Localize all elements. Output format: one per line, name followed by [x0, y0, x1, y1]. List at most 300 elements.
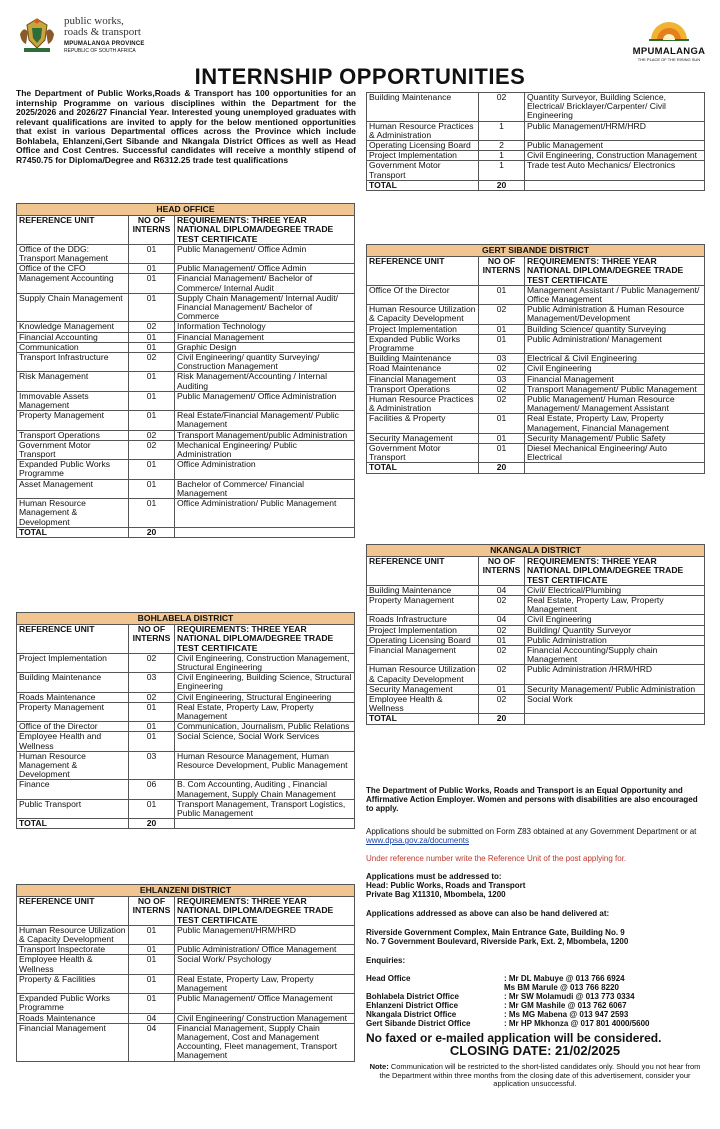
page-title: INTERNSHIP OPPORTUNITIES: [194, 64, 526, 89]
table-row: [367, 615, 705, 625]
table-row: [17, 692, 355, 702]
reference-unit-cell: Property & Facilities: [17, 974, 129, 993]
table-row: [17, 440, 355, 459]
table-row: [367, 151, 705, 161]
table-row: [17, 460, 355, 479]
reference-unit-cell: Project Implementation: [367, 324, 479, 334]
reference-unit-cell: Human Resource Management & Development: [17, 751, 129, 780]
reference-unit-cell: Financial Accounting: [17, 332, 129, 342]
requirements-cell: Civil Engineering, Structural Engineering: [175, 692, 355, 702]
enquiry-row: [366, 1010, 704, 1019]
total-row: [367, 463, 705, 473]
reference-unit-cell: Human Resource Management & Development: [17, 499, 129, 528]
requirements-cell: Mechanical Engineering/ Public Administration: [175, 440, 355, 459]
table-row: [17, 702, 355, 721]
district-title-row: [367, 545, 705, 557]
total-label: TOTAL: [367, 714, 479, 724]
interns-count-cell: 03: [479, 374, 525, 384]
hand-delivery-line-1: Riverside Government Complex, Main Entrance Gate, Building No. 9: [366, 928, 625, 937]
interns-count-cell: 02: [479, 384, 525, 394]
reference-unit-cell: Operating Licensing Board: [367, 635, 479, 645]
table-row: [367, 121, 705, 140]
requirements-cell: Public Management/HRM/HRD: [525, 121, 705, 140]
requirements-cell: Graphic Design: [175, 342, 355, 352]
table-row: [367, 384, 705, 394]
reference-unit-cell: Roads Maintenance: [17, 1013, 129, 1023]
interns-count-cell: 03: [129, 751, 175, 780]
table-row: [367, 305, 705, 324]
total-row: [367, 180, 705, 190]
table-row: [367, 695, 705, 714]
interns-count-cell: 1: [479, 121, 525, 140]
interns-count-cell: 01: [129, 411, 175, 430]
table-row: [367, 635, 705, 645]
column-header-row: [367, 257, 705, 286]
reference-unit-cell: Human Resource Utilization & Capacity Development: [367, 305, 479, 324]
table-row: [367, 625, 705, 635]
requirements-cell: Financial Accounting/Supply chain Management: [525, 646, 705, 665]
requirements-cell: Public Management: [525, 141, 705, 151]
note-text: Communication will be restricted to the short-listed candidates only. Should you not hear from the Department within three months from the closing date of this advertisement, consider your application unsuccessful.: [379, 1062, 701, 1088]
closing-date: CLOSING DATE: 21/02/2025: [449, 1043, 621, 1058]
reference-unit-cell: Financial Management: [17, 1023, 129, 1061]
interns-count-cell: 01: [129, 342, 175, 352]
reference-unit-cell: Project Implementation: [367, 625, 479, 635]
table-row: [17, 751, 355, 780]
reference-unit-cell: Human Resource Utilization & Capacity Development: [367, 665, 479, 684]
interns-count-cell: 01: [129, 974, 175, 993]
enquiry-row: [366, 983, 704, 992]
district-title: EHLANZENI DISTRICT: [17, 885, 355, 897]
requirements-cell: Information Technology: [175, 322, 355, 332]
table-row: [367, 161, 705, 180]
reference-unit-cell: Building Maintenance: [367, 585, 479, 595]
table-row: [17, 653, 355, 672]
reference-unit-cell: Employee Health & Wellness: [367, 695, 479, 714]
province-logo: [628, 20, 710, 62]
interns-count-cell: 02: [479, 596, 525, 615]
interns-count-cell: 01: [129, 945, 175, 955]
head-office-table: [16, 203, 355, 538]
table-row: [367, 665, 705, 684]
requirements-cell: Public Administration/ Management: [525, 334, 705, 353]
interns-count-cell: 01: [129, 372, 175, 391]
requirements-cell: Financial Management, Supply Chain Management, Cost and Management Accounting, Fleet management, Transport Management: [175, 1023, 355, 1061]
requirements-cell: Real Estate, Property Law, Property Management: [525, 596, 705, 615]
department-name: [64, 16, 145, 54]
reference-unit-cell: Security Management: [367, 433, 479, 443]
address-line-2: Private Bag X11310, Mbombela, 1200: [366, 890, 506, 899]
interns-count-cell: 01: [129, 479, 175, 498]
requirements-cell: Public Management/ Office Management: [175, 994, 355, 1013]
requirements-cell: Public Administration /HRM/HRD: [525, 665, 705, 684]
reference-unit-cell: Office of the DDG: Transport Management: [17, 244, 129, 263]
table-row: [17, 264, 355, 274]
table-row: [17, 955, 355, 974]
interns-count-header: NO OF INTERNS: [479, 557, 525, 586]
reference-unit-cell: Knowledge Management: [17, 322, 129, 332]
interns-count-cell: 01: [479, 433, 525, 443]
interns-count-cell: 04: [129, 1023, 175, 1061]
requirements-cell: Transport Management/ Public Management: [525, 384, 705, 394]
total-spacer: [525, 180, 705, 190]
enquiry-contact: : Mr GM Mashile @ 013 762 6067: [504, 1001, 627, 1010]
reference-unit-cell: Roads Infrastructure: [367, 615, 479, 625]
table-row: [17, 732, 355, 751]
table-row: [17, 1023, 355, 1061]
total-label: TOTAL: [367, 463, 479, 473]
gert-sibande-table: [366, 244, 705, 474]
reference-unit-cell: Project Implementation: [17, 653, 129, 672]
interns-count-cell: 02: [129, 353, 175, 372]
reference-unit-cell: Security Management: [367, 684, 479, 694]
interns-count-cell: 01: [479, 684, 525, 694]
enquiry-row: [366, 974, 704, 983]
reference-unit-cell: Transport Operations: [17, 430, 129, 440]
requirements-header: REQUIREMENTS: THREE YEAR NATIONAL DIPLOMA/DEGREE TRADE TEST CERTIFICATE: [175, 625, 355, 654]
enquiry-office: Nkangala District Office: [366, 1010, 457, 1019]
column-header-row: [17, 216, 355, 245]
district-title: BOHLABELA DISTRICT: [17, 613, 355, 625]
table-row: [367, 334, 705, 353]
interns-count-cell: 02: [479, 395, 525, 414]
table-row: [367, 395, 705, 414]
reference-unit-cell: Risk Management: [17, 372, 129, 391]
district-title: NKANGALA DISTRICT: [367, 545, 705, 557]
requirements-cell: Financial Management/ Bachelor of Commerce/ Internal Audit: [175, 274, 355, 293]
district-title-row: [17, 613, 355, 625]
enquiry-contact: : Mr HP Mkhonza @ 017 801 4000/5600: [504, 1019, 650, 1028]
requirements-cell: Public Administration: [525, 635, 705, 645]
interns-count-cell: 04: [479, 615, 525, 625]
interns-count-cell: 01: [479, 444, 525, 463]
department-line-2: roads & transport: [64, 26, 141, 38]
enquiry-row: [366, 992, 704, 1001]
reference-unit-cell: Government Motor Transport: [367, 444, 479, 463]
requirements-cell: Social Work: [525, 695, 705, 714]
interns-count-cell: 01: [129, 722, 175, 732]
total-value: 20: [479, 180, 525, 190]
requirements-cell: Quantity Surveyor, Building Science, Electrical/ Bricklayer/Carpenter/ Civil Engineering: [525, 93, 705, 122]
reference-unit-cell: Human Resource Practices & Administration: [367, 121, 479, 140]
requirements-cell: Risk Management/Accounting / Internal Auditing: [175, 372, 355, 391]
reference-unit-cell: Building Maintenance: [367, 93, 479, 122]
reference-unit-cell: Government Motor Transport: [367, 161, 479, 180]
interns-count-cell: 03: [479, 354, 525, 364]
requirements-header: REQUIREMENTS: THREE YEAR NATIONAL DIPLOMA/DEGREE TRADE TEST CERTIFICATE: [525, 557, 705, 586]
requirements-cell: Transport Management/public Administration: [175, 430, 355, 440]
requirements-cell: Building Science/ quantity Surveying: [525, 324, 705, 334]
requirements-cell: Social Work/ Psychology: [175, 955, 355, 974]
table-row: [17, 499, 355, 528]
requirements-cell: Financial Management: [525, 374, 705, 384]
reference-unit-cell: Office of the CFO: [17, 264, 129, 274]
requirements-cell: Transport Management, Transport Logistics, Public Management: [175, 799, 355, 818]
table-row: [367, 433, 705, 443]
reference-unit-header: REFERENCE UNIT: [17, 897, 129, 926]
department-line-1: public works,: [64, 15, 124, 27]
interns-count-cell: 01: [129, 994, 175, 1013]
requirements-cell: Civil Engineering/ Construction Management: [175, 1013, 355, 1023]
reference-unit-cell: Roads Maintenance: [17, 692, 129, 702]
enquiry-row: [366, 1019, 704, 1028]
table-row: [367, 354, 705, 364]
table-row: [17, 994, 355, 1013]
reference-unit-cell: Expanded Public Works Programme: [17, 994, 129, 1013]
table-row: [17, 411, 355, 430]
interns-count-cell: 01: [129, 460, 175, 479]
table-row: [17, 925, 355, 944]
requirements-cell: Public Management/ Office Admin: [175, 264, 355, 274]
district-title-row: [367, 245, 705, 257]
requirements-cell: Electrical & Civil Engineering: [525, 354, 705, 364]
total-spacer: [525, 463, 705, 473]
interns-count-cell: 01: [129, 264, 175, 274]
interns-count-cell: 01: [479, 324, 525, 334]
requirements-cell: Real Estate, Property Law, Property Management: [175, 974, 355, 993]
total-row: [17, 819, 355, 829]
note-label: Note:: [369, 1062, 389, 1071]
coat-of-arms-icon: [14, 16, 60, 54]
interns-count-cell: 02: [479, 93, 525, 122]
reference-unit-cell: Human Resource Practices & Administration: [367, 395, 479, 414]
interns-count-cell: 01: [129, 799, 175, 818]
interns-count-header: NO OF INTERNS: [129, 625, 175, 654]
requirements-cell: Public Management/ Human Resource Management/ Management Assistant: [525, 395, 705, 414]
reference-unit-cell: Transport Inspectorate: [17, 945, 129, 955]
reference-unit-header: REFERENCE UNIT: [367, 257, 479, 286]
reference-unit-cell: Financial Management: [367, 374, 479, 384]
interns-count-cell: 02: [479, 305, 525, 324]
interns-count-cell: 01: [129, 244, 175, 263]
reference-unit-cell: Office Of the Director: [367, 285, 479, 304]
interns-count-cell: 02: [479, 665, 525, 684]
table-row: [17, 673, 355, 692]
address-line-1: Head: Public Works, Roads and Transport: [366, 881, 526, 890]
table-row: [367, 141, 705, 151]
total-value: 20: [129, 819, 175, 829]
interns-count-cell: 01: [479, 334, 525, 353]
reference-unit-cell: Human Resource Utilization & Capacity Development: [17, 925, 129, 944]
ehlanzeni-table: [16, 884, 355, 1062]
reference-unit-cell: Employee Health & Wellness: [17, 955, 129, 974]
interns-count-cell: 03: [129, 673, 175, 692]
interns-count-cell: 02: [129, 440, 175, 459]
interns-count-cell: 01: [479, 635, 525, 645]
enquiries-heading: Enquiries:: [366, 956, 406, 965]
reference-unit-cell: Communication: [17, 342, 129, 352]
district-title: GERT SIBANDE DISTRICT: [367, 245, 705, 257]
requirements-header: REQUIREMENTS: THREE YEAR NATIONAL DIPLOMA/DEGREE TRADE TEST CERTIFICATE: [175, 216, 355, 245]
table-row: [367, 684, 705, 694]
table-row: [367, 646, 705, 665]
table-row: [17, 780, 355, 799]
table-row: [17, 342, 355, 352]
reference-unit-cell: Supply Chain Management: [17, 293, 129, 322]
enquiry-row: [366, 1001, 704, 1010]
enquiry-office: Bohlabela District Office: [366, 992, 459, 1001]
interns-count-header: NO OF INTERNS: [129, 897, 175, 926]
interns-count-cell: 01: [479, 285, 525, 304]
table-row: [17, 1013, 355, 1023]
total-value: 20: [129, 527, 175, 537]
requirements-cell: Civil Engineering: [525, 615, 705, 625]
enquiry-contact: : Mr SW Molamudi @ 013 773 0334: [504, 992, 635, 1001]
table-row: [17, 322, 355, 332]
submission-text: Applications should be submitted on Form Z83 obtained at any Government Department or at: [366, 827, 697, 836]
interns-count-cell: 02: [129, 692, 175, 702]
total-value: 20: [479, 714, 525, 724]
requirements-cell: Management Assistant / Public Management/ Office Management: [525, 285, 705, 304]
table-row: [17, 332, 355, 342]
table-row: [367, 374, 705, 384]
rising-sun-icon: [647, 20, 691, 42]
reference-unit-cell: Transport Operations: [367, 384, 479, 394]
reference-unit-cell: Building Maintenance: [367, 354, 479, 364]
reference-unit-cell: Expanded Public Works Programme: [367, 334, 479, 353]
reference-unit-cell: Building Maintenance: [17, 673, 129, 692]
interns-count-cell: 02: [479, 364, 525, 374]
total-label: TOTAL: [17, 819, 129, 829]
table-row: [367, 324, 705, 334]
department-header: [14, 16, 145, 54]
reference-unit-cell: Transport Infrastructure: [17, 353, 129, 372]
no-fax-notice: No faxed or e-mailed application will be considered.: [366, 1031, 662, 1045]
interns-count-cell: 02: [479, 625, 525, 635]
column-header-row: [17, 897, 355, 926]
interns-count-cell: 04: [479, 585, 525, 595]
requirements-cell: Real Estate, Property Law, Property Management: [175, 702, 355, 721]
total-row: [367, 714, 705, 724]
requirements-cell: Public Management/ Office Administration: [175, 391, 355, 410]
requirements-cell: Trade test Auto Mechanics/ Electronics: [525, 161, 705, 180]
table-row: [367, 596, 705, 615]
interns-count-cell: 01: [479, 414, 525, 433]
column-header-row: [17, 625, 355, 654]
reference-unit-cell: Public Transport: [17, 799, 129, 818]
application-info: [366, 786, 704, 1089]
total-spacer: [525, 714, 705, 724]
reference-unit-cell: Road Maintenance: [367, 364, 479, 374]
table-row: [17, 372, 355, 391]
requirements-header: REQUIREMENTS: THREE YEAR NATIONAL DIPLOMA/DEGREE TRADE TEST CERTIFICATE: [175, 897, 355, 926]
enquiry-office: Gert Sibande District Office: [366, 1019, 471, 1028]
address-heading: Applications must be addressed to:: [366, 872, 502, 881]
nkangala-table: [366, 544, 705, 725]
reference-unit-cell: Employee Health and Wellness: [17, 732, 129, 751]
table-row: [17, 274, 355, 293]
district-title-row: [17, 885, 355, 897]
equal-opportunity-statement: The Department of Public Works, Roads and Transport is an Equal Opportunity and Affirmative Action Employer. Women and persons with disabilities are also encouraged to apply.: [366, 786, 698, 813]
reference-unit-header: REFERENCE UNIT: [17, 625, 129, 654]
reference-unit-cell: Management Accounting: [17, 274, 129, 293]
requirements-cell: Civil Engineering/ quantity Surveying/ Construction Management: [175, 353, 355, 372]
requirements-header: REQUIREMENTS: THREE YEAR NATIONAL DIPLOMA/DEGREE TRADE TEST CERTIFICATE: [525, 257, 705, 286]
requirements-cell: Security Management/ Public Safety: [525, 433, 705, 443]
requirements-cell: Building/ Quantity Surveyor: [525, 625, 705, 635]
interns-count-cell: 01: [129, 499, 175, 528]
table-row: [17, 722, 355, 732]
requirements-cell: Public Administration/ Office Management: [175, 945, 355, 955]
enquiry-office: [366, 983, 504, 992]
reference-unit-header: REFERENCE UNIT: [367, 557, 479, 586]
table-row: [367, 364, 705, 374]
table-row: [17, 479, 355, 498]
interns-count-cell: 01: [129, 391, 175, 410]
enquiry-contact: Ms BM Marule @ 013 766 8220: [504, 983, 619, 992]
submission-instructions: [366, 827, 704, 845]
requirements-cell: Office Administration/ Public Management: [175, 499, 355, 528]
table-row: [367, 585, 705, 595]
requirements-cell: Financial Management: [175, 332, 355, 342]
table-row: [17, 430, 355, 440]
reference-unit-cell: Property Management: [17, 411, 129, 430]
total-row: [17, 527, 355, 537]
country-line: REPUBLIC OF SOUTH AFRICA: [64, 48, 136, 54]
enquiry-contact: : Mr DL Mabuye @ 013 766 6924: [504, 974, 625, 983]
requirements-cell: Civil Engineering, Construction Management, Structural Engineering: [175, 653, 355, 672]
requirements-cell: B. Com Accounting, Auditing , Financial Management, Supply Chain Management: [175, 780, 355, 799]
district-title-row: [17, 204, 355, 216]
province-name: MPUMALANGA: [632, 46, 706, 57]
requirements-cell: Office Administration: [175, 460, 355, 479]
table-row: [17, 974, 355, 993]
province-tagline: THE PLACE OF THE RISING SUN: [637, 57, 701, 62]
total-value: 20: [479, 463, 525, 473]
table-row: [367, 93, 705, 122]
requirements-cell: Supply Chain Management/ Internal Audit/ Financial Management/ Bachelor of Commerce: [175, 293, 355, 322]
reference-unit-cell: Property Management: [17, 702, 129, 721]
requirements-cell: Diesel Mechanical Engineering/ Auto Electrical: [525, 444, 705, 463]
interns-count-cell: 02: [129, 653, 175, 672]
requirements-cell: Public Management/HRM/HRD: [175, 925, 355, 944]
table-row: [367, 414, 705, 433]
table-row: [367, 444, 705, 463]
interns-count-cell: 01: [129, 925, 175, 944]
interns-count-cell: 01: [129, 293, 175, 322]
table-row: [17, 244, 355, 263]
total-spacer: [175, 527, 355, 537]
interns-count-cell: 01: [129, 702, 175, 721]
total-label: TOTAL: [17, 527, 129, 537]
table-row: [17, 391, 355, 410]
requirements-cell: Civil/ Electrical/Plumbing: [525, 585, 705, 595]
reference-note: Under reference number write the Reference Unit of the post applying for.: [366, 854, 627, 863]
interns-count-cell: 01: [129, 274, 175, 293]
reference-unit-cell: Immovable Assets Management: [17, 391, 129, 410]
reference-unit-cell: Financial Management: [367, 646, 479, 665]
reference-unit-cell: Property Management: [367, 596, 479, 615]
interns-count-header: NO OF INTERNS: [479, 257, 525, 286]
requirements-cell: Civil Engineering: [525, 364, 705, 374]
dpsa-link[interactable]: www.dpsa.gov.za/documents: [366, 836, 470, 845]
requirements-cell: Real Estate/Financial Management/ Public Management: [175, 411, 355, 430]
requirements-cell: Communication, Journalism, Public Relations: [175, 722, 355, 732]
interns-count-cell: 01: [129, 955, 175, 974]
shortlist-note: [366, 1063, 704, 1089]
interns-count-cell: 06: [129, 780, 175, 799]
reference-unit-cell: Operating Licensing Board: [367, 141, 479, 151]
table-row: [17, 293, 355, 322]
requirements-cell: Civil Engineering, Building Science, Structural Engineering: [175, 673, 355, 692]
interns-count-cell: 02: [129, 322, 175, 332]
intro-paragraph: The Department of Public Works,Roads & Transport has 100 opportunities for an internship Programme on various disciplines within the Department for the 2025/2026 and 2026/27 Financial Year. Interested young unemployed graduates with relevant qualifications are invited to apply for the below mentioned opportunities that exist in various Departmental offices across the Province which include Bohlabela, Ehlanzeni,Gert Sibande and Nkangala District Offices as well as Head Office and Cost Centres. Successful candidates will receive a monthly stipend of R7450.75 for Diploma/Degree and R6312.25 trade test qualifications: [16, 88, 356, 165]
reference-unit-header: REFERENCE UNIT: [17, 216, 129, 245]
enquiries-list: [366, 974, 704, 1028]
reference-unit-cell: Facilities & Property: [367, 414, 479, 433]
requirements-cell: Public Administration & Human Resource Management/Development: [525, 305, 705, 324]
interns-count-cell: 2: [479, 141, 525, 151]
